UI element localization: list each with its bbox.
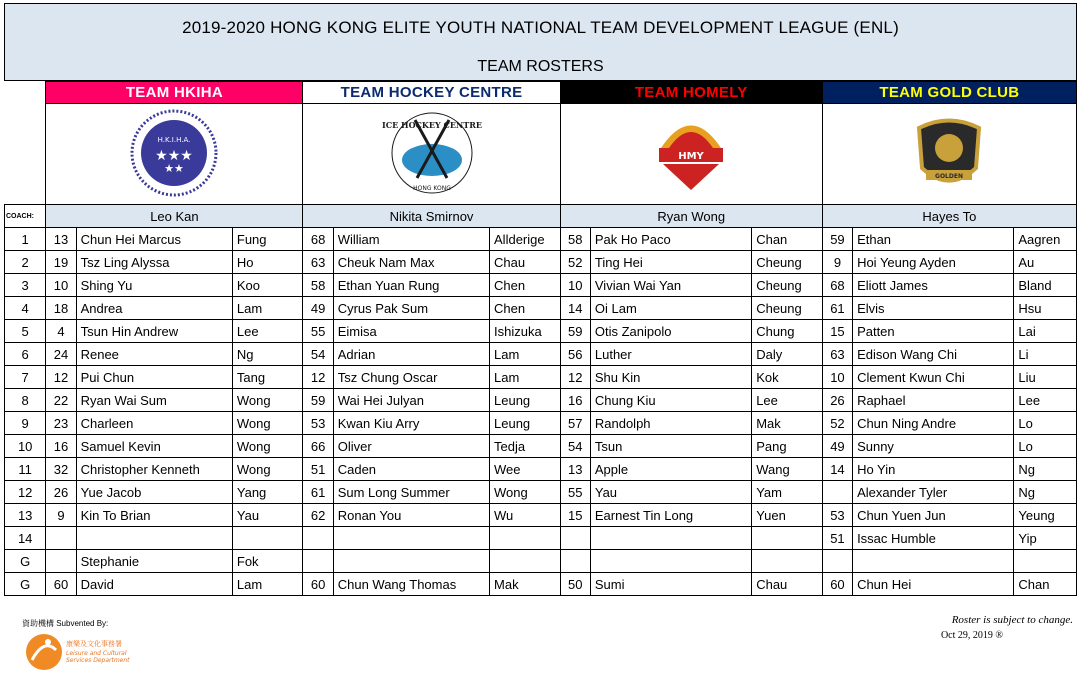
player-first-name: Yau	[590, 481, 751, 504]
player-last-name: Wong	[232, 412, 303, 435]
player-last-name: Bland	[1014, 274, 1077, 297]
player-jersey-number: 12	[303, 366, 333, 389]
player-last-name: Yeung	[1014, 504, 1077, 527]
player-last-name: Wang	[752, 458, 823, 481]
player-last-name: Hsu	[1014, 297, 1077, 320]
subvented-label: 資助機構 Subvented By:	[22, 619, 109, 628]
player-first-name: Randolph	[590, 412, 751, 435]
player-last-name: Wong	[232, 435, 303, 458]
table-row	[5, 550, 1077, 573]
lcsd-logo-icon	[22, 630, 142, 680]
table-row	[5, 366, 1077, 389]
player-jersey-number: 23	[46, 412, 76, 435]
player-first-name	[590, 550, 751, 573]
player-jersey-number: 56	[560, 343, 590, 366]
player-first-name: Pak Ho Paco	[590, 228, 751, 251]
player-first-name: Sum Long Summer	[333, 481, 489, 504]
table-row	[5, 504, 1077, 527]
table-row	[5, 320, 1077, 343]
row-number: 11	[5, 458, 46, 481]
player-last-name: Chung	[752, 320, 823, 343]
table-row	[5, 228, 1077, 251]
player-last-name: Yip	[1014, 527, 1077, 550]
table-row	[5, 435, 1077, 458]
player-last-name: Chan	[1014, 573, 1077, 596]
row-number: 10	[5, 435, 46, 458]
player-last-name: Wong	[232, 458, 303, 481]
player-first-name: Kwan Kiu Arry	[333, 412, 489, 435]
player-jersey-number: 32	[46, 458, 76, 481]
player-first-name: Shu Kin	[590, 366, 751, 389]
player-last-name: Yang	[232, 481, 303, 504]
team-name-gold-club: TEAM GOLD CLUB	[822, 82, 1076, 104]
player-last-name: Chen	[490, 297, 561, 320]
player-last-name	[752, 550, 823, 573]
player-jersey-number: 50	[560, 573, 590, 596]
player-first-name: Tsz Chung Oscar	[333, 366, 489, 389]
gold-club-logo-text: GOLDEN	[935, 172, 964, 180]
player-first-name: Ronan You	[333, 504, 489, 527]
table-row	[5, 573, 1077, 596]
player-jersey-number: 9	[822, 251, 852, 274]
player-first-name: Elvis	[853, 297, 1014, 320]
player-first-name: Tsun	[590, 435, 751, 458]
team-header-row	[5, 82, 1077, 104]
player-jersey-number: 55	[303, 320, 333, 343]
player-jersey-number	[46, 527, 76, 550]
player-jersey-number: 52	[560, 251, 590, 274]
player-first-name: Chung Kiu	[590, 389, 751, 412]
league-title: 2019-2020 HONG KONG ELITE YOUTH NATIONAL TEAM DEVELOPMENT LEAGUE (ENL)	[182, 18, 899, 37]
player-last-name: Ng	[1014, 458, 1077, 481]
player-last-name: Kok	[752, 366, 823, 389]
player-jersey-number: 60	[822, 573, 852, 596]
player-first-name: Tsun Hin Andrew	[76, 320, 232, 343]
footer-note-block	[941, 614, 1073, 641]
table-row	[5, 251, 1077, 274]
player-jersey-number: 4	[46, 320, 76, 343]
player-jersey-number: 10	[560, 274, 590, 297]
player-jersey-number: 52	[822, 412, 852, 435]
row-number: 14	[5, 527, 46, 550]
row-number: 5	[5, 320, 46, 343]
player-last-name: Wu	[490, 504, 561, 527]
player-jersey-number: 12	[46, 366, 76, 389]
hockey-centre-logo-text: ICE HOCKEY CENTRE	[381, 119, 482, 130]
coach-row	[5, 205, 1077, 228]
player-first-name: Yue Jacob	[76, 481, 232, 504]
table-row	[5, 481, 1077, 504]
table-row	[5, 458, 1077, 481]
player-last-name: Mak	[490, 573, 561, 596]
player-first-name	[333, 550, 489, 573]
player-first-name: Caden	[333, 458, 489, 481]
player-last-name: Ng	[232, 343, 303, 366]
player-jersey-number: 58	[560, 228, 590, 251]
player-jersey-number: 9	[46, 504, 76, 527]
player-jersey-number: 63	[822, 343, 852, 366]
player-jersey-number: 60	[303, 573, 333, 596]
player-last-name: Daly	[752, 343, 823, 366]
player-last-name: Lam	[490, 343, 561, 366]
player-jersey-number	[560, 527, 590, 550]
player-jersey-number: 66	[303, 435, 333, 458]
player-last-name	[490, 527, 561, 550]
player-jersey-number: 18	[46, 297, 76, 320]
team-name-hockey-centre: TEAM HOCKEY CENTRE	[303, 82, 560, 104]
roster-change-note: Roster is subject to change.	[951, 614, 1073, 626]
gold-club-logo-icon	[904, 108, 994, 198]
player-jersey-number: 10	[46, 274, 76, 297]
player-first-name: Otis Zanipolo	[590, 320, 751, 343]
player-last-name	[1014, 550, 1077, 573]
player-first-name: Ryan Wai Sum	[76, 389, 232, 412]
row-number: 3	[5, 274, 46, 297]
player-last-name: Pang	[752, 435, 823, 458]
svg-text:★★: ★★	[164, 161, 185, 175]
player-jersey-number: 26	[46, 481, 76, 504]
table-row	[5, 274, 1077, 297]
coach-name: Leo Kan	[46, 205, 303, 228]
player-last-name: Leung	[490, 412, 561, 435]
hockey-centre-logo-cell	[303, 104, 560, 205]
player-first-name: Stephanie	[76, 550, 232, 573]
subvented-by-block	[22, 618, 130, 664]
player-jersey-number: 57	[560, 412, 590, 435]
player-first-name: Apple	[590, 458, 751, 481]
row-number: 1	[5, 228, 46, 251]
player-last-name: Lee	[752, 389, 823, 412]
player-first-name: Cyrus Pak Sum	[333, 297, 489, 320]
player-first-name: Sumi	[590, 573, 751, 596]
homely-logo-icon	[641, 108, 741, 198]
player-jersey-number: 58	[303, 274, 333, 297]
player-jersey-number: 22	[46, 389, 76, 412]
player-jersey-number	[822, 481, 852, 504]
homely-logo-cell	[560, 104, 822, 205]
player-jersey-number: 54	[560, 435, 590, 458]
player-jersey-number: 19	[46, 251, 76, 274]
player-last-name: Yuen	[752, 504, 823, 527]
player-first-name: Chun Hei	[853, 573, 1014, 596]
player-first-name: Chun Wang Thomas	[333, 573, 489, 596]
player-last-name: Yam	[752, 481, 823, 504]
player-jersey-number: 26	[822, 389, 852, 412]
player-last-name: Cheung	[752, 297, 823, 320]
table-row	[5, 527, 1077, 550]
player-last-name: Cheung	[752, 274, 823, 297]
player-last-name: Chau	[752, 573, 823, 596]
player-first-name: Patten	[853, 320, 1014, 343]
player-last-name: Lo	[1014, 412, 1077, 435]
row-number: G	[5, 550, 46, 573]
corner-cell	[5, 82, 46, 104]
player-first-name: Andrea	[76, 297, 232, 320]
player-first-name: Clement Kwun Chi	[853, 366, 1014, 389]
hkiha-logo-cell	[46, 104, 303, 205]
player-last-name: Chen	[490, 274, 561, 297]
player-first-name: Edison Wang Chi	[853, 343, 1014, 366]
player-jersey-number: 49	[822, 435, 852, 458]
player-last-name: Cheung	[752, 251, 823, 274]
player-jersey-number: 14	[560, 297, 590, 320]
player-last-name: Lai	[1014, 320, 1077, 343]
player-jersey-number: 13	[560, 458, 590, 481]
player-last-name: Tedja	[490, 435, 561, 458]
player-last-name: Tang	[232, 366, 303, 389]
team-name-homely: TEAM HOMELY	[560, 82, 822, 104]
player-last-name: Wong	[232, 389, 303, 412]
player-jersey-number: 68	[303, 228, 333, 251]
player-first-name	[853, 550, 1014, 573]
roster-subtitle: TEAM ROSTERS	[477, 58, 604, 75]
row-number: 9	[5, 412, 46, 435]
homely-logo-text: HMY	[678, 150, 704, 162]
player-first-name: Adrian	[333, 343, 489, 366]
player-jersey-number: 53	[303, 412, 333, 435]
player-last-name: Lam	[232, 297, 303, 320]
row-number: 4	[5, 297, 46, 320]
player-last-name: Fok	[232, 550, 303, 573]
player-jersey-number: 68	[822, 274, 852, 297]
player-first-name: David	[76, 573, 232, 596]
corner-cell	[5, 104, 46, 205]
player-first-name: Eimisa	[333, 320, 489, 343]
player-first-name: Hoi Yeung Ayden	[853, 251, 1014, 274]
player-last-name: Wong	[490, 481, 561, 504]
row-number: 6	[5, 343, 46, 366]
player-first-name: Luther	[590, 343, 751, 366]
player-first-name: Issac Humble	[853, 527, 1014, 550]
player-last-name: Lam	[490, 366, 561, 389]
player-last-name: Lam	[232, 573, 303, 596]
row-number: G	[5, 573, 46, 596]
lcsd-cn-text: 康樂及文化事務署	[66, 640, 122, 648]
player-jersey-number: 13	[46, 228, 76, 251]
player-first-name: Alexander Tyler	[853, 481, 1014, 504]
player-first-name: Wai Hei Julyan	[333, 389, 489, 412]
roster-sheet	[4, 3, 1077, 596]
player-jersey-number: 59	[303, 389, 333, 412]
player-jersey-number	[46, 550, 76, 573]
player-jersey-number: 60	[46, 573, 76, 596]
player-first-name: Chun Hei Marcus	[76, 228, 232, 251]
player-jersey-number: 61	[303, 481, 333, 504]
player-first-name: Cheuk Nam Max	[333, 251, 489, 274]
player-jersey-number: 12	[560, 366, 590, 389]
player-jersey-number: 15	[560, 504, 590, 527]
player-first-name: Ting Hei	[590, 251, 751, 274]
roster-date: Oct 29, 2019 ®	[940, 630, 1003, 641]
player-first-name	[333, 527, 489, 550]
player-last-name: Chau	[490, 251, 561, 274]
player-last-name: Au	[1014, 251, 1077, 274]
hockey-centre-logo-icon	[377, 108, 487, 198]
player-last-name: Chan	[752, 228, 823, 251]
player-jersey-number: 54	[303, 343, 333, 366]
roster-table	[4, 81, 1077, 596]
player-first-name	[76, 527, 232, 550]
player-first-name: Christopher Kenneth	[76, 458, 232, 481]
player-jersey-number: 53	[822, 504, 852, 527]
coach-name: Ryan Wong	[560, 205, 822, 228]
player-jersey-number: 16	[46, 435, 76, 458]
player-last-name: Leung	[490, 389, 561, 412]
player-last-name: Wee	[490, 458, 561, 481]
player-jersey-number	[822, 550, 852, 573]
row-number: 13	[5, 504, 46, 527]
player-jersey-number: 55	[560, 481, 590, 504]
hockey-centre-logo-subtext: HONG KONG	[412, 184, 451, 192]
player-jersey-number: 14	[822, 458, 852, 481]
player-first-name: Earnest Tin Long	[590, 504, 751, 527]
title-banner	[4, 3, 1077, 81]
player-last-name: Ng	[1014, 481, 1077, 504]
player-jersey-number: 51	[822, 527, 852, 550]
player-jersey-number: 16	[560, 389, 590, 412]
player-last-name: Aagren	[1014, 228, 1077, 251]
player-last-name: Lee	[232, 320, 303, 343]
player-first-name: Samuel Kevin	[76, 435, 232, 458]
player-jersey-number: 59	[822, 228, 852, 251]
player-last-name: Lee	[1014, 389, 1077, 412]
player-first-name: Sunny	[853, 435, 1014, 458]
player-first-name: Pui Chun	[76, 366, 232, 389]
hkiha-logo-text: H.K.I.H.A.	[158, 135, 191, 144]
gold-club-logo-cell	[822, 104, 1076, 205]
team-name-hkiha: TEAM HKIHA	[46, 82, 303, 104]
player-jersey-number: 15	[822, 320, 852, 343]
player-jersey-number: 49	[303, 297, 333, 320]
coach-name: Nikita Smirnov	[303, 205, 560, 228]
player-jersey-number: 10	[822, 366, 852, 389]
player-last-name: Allderige	[490, 228, 561, 251]
player-jersey-number: 51	[303, 458, 333, 481]
player-first-name: Ethan	[853, 228, 1014, 251]
player-first-name: Chun Yuen Jun	[853, 504, 1014, 527]
player-jersey-number	[560, 550, 590, 573]
row-number: 8	[5, 389, 46, 412]
player-last-name	[490, 550, 561, 573]
table-row	[5, 389, 1077, 412]
player-last-name: Yau	[232, 504, 303, 527]
player-first-name: Eliott James	[853, 274, 1014, 297]
player-last-name: Mak	[752, 412, 823, 435]
player-last-name: Lo	[1014, 435, 1077, 458]
team-logo-row	[5, 104, 1077, 205]
player-jersey-number	[303, 527, 333, 550]
player-first-name: Chun Ning Andre	[853, 412, 1014, 435]
player-first-name: Charleen	[76, 412, 232, 435]
row-number: 7	[5, 366, 46, 389]
player-last-name: Li	[1014, 343, 1077, 366]
table-row	[5, 343, 1077, 366]
player-first-name	[590, 527, 751, 550]
player-jersey-number: 62	[303, 504, 333, 527]
lcsd-en-text-1: Leisure and Cultural	[66, 650, 127, 657]
player-last-name: Fung	[232, 228, 303, 251]
player-last-name	[232, 527, 303, 550]
hkiha-logo-icon	[124, 108, 224, 198]
player-jersey-number: 59	[560, 320, 590, 343]
svg-text:★★★: ★★★	[155, 147, 194, 164]
player-first-name: Renee	[76, 343, 232, 366]
player-first-name: Ethan Yuan Rung	[333, 274, 489, 297]
player-jersey-number	[303, 550, 333, 573]
row-number: 12	[5, 481, 46, 504]
player-jersey-number: 63	[303, 251, 333, 274]
row-number: 2	[5, 251, 46, 274]
player-last-name	[752, 527, 823, 550]
player-first-name: Oi Lam	[590, 297, 751, 320]
player-last-name: Ho	[232, 251, 303, 274]
player-jersey-number: 61	[822, 297, 852, 320]
player-first-name: Kin To Brian	[76, 504, 232, 527]
coach-label: COACH:	[5, 205, 46, 228]
lcsd-en-text-2: Services Department	[66, 657, 130, 664]
coach-name: Hayes To	[822, 205, 1076, 228]
player-first-name: Ho Yin	[853, 458, 1014, 481]
player-first-name: Tsz Ling Alyssa	[76, 251, 232, 274]
table-row	[5, 297, 1077, 320]
player-first-name: William	[333, 228, 489, 251]
table-row	[5, 412, 1077, 435]
player-first-name: Raphael	[853, 389, 1014, 412]
player-last-name: Liu	[1014, 366, 1077, 389]
player-jersey-number: 24	[46, 343, 76, 366]
player-last-name: Ishizuka	[490, 320, 561, 343]
player-first-name: Shing Yu	[76, 274, 232, 297]
player-first-name: Vivian Wai Yan	[590, 274, 751, 297]
player-first-name: Oliver	[333, 435, 489, 458]
player-last-name: Koo	[232, 274, 303, 297]
